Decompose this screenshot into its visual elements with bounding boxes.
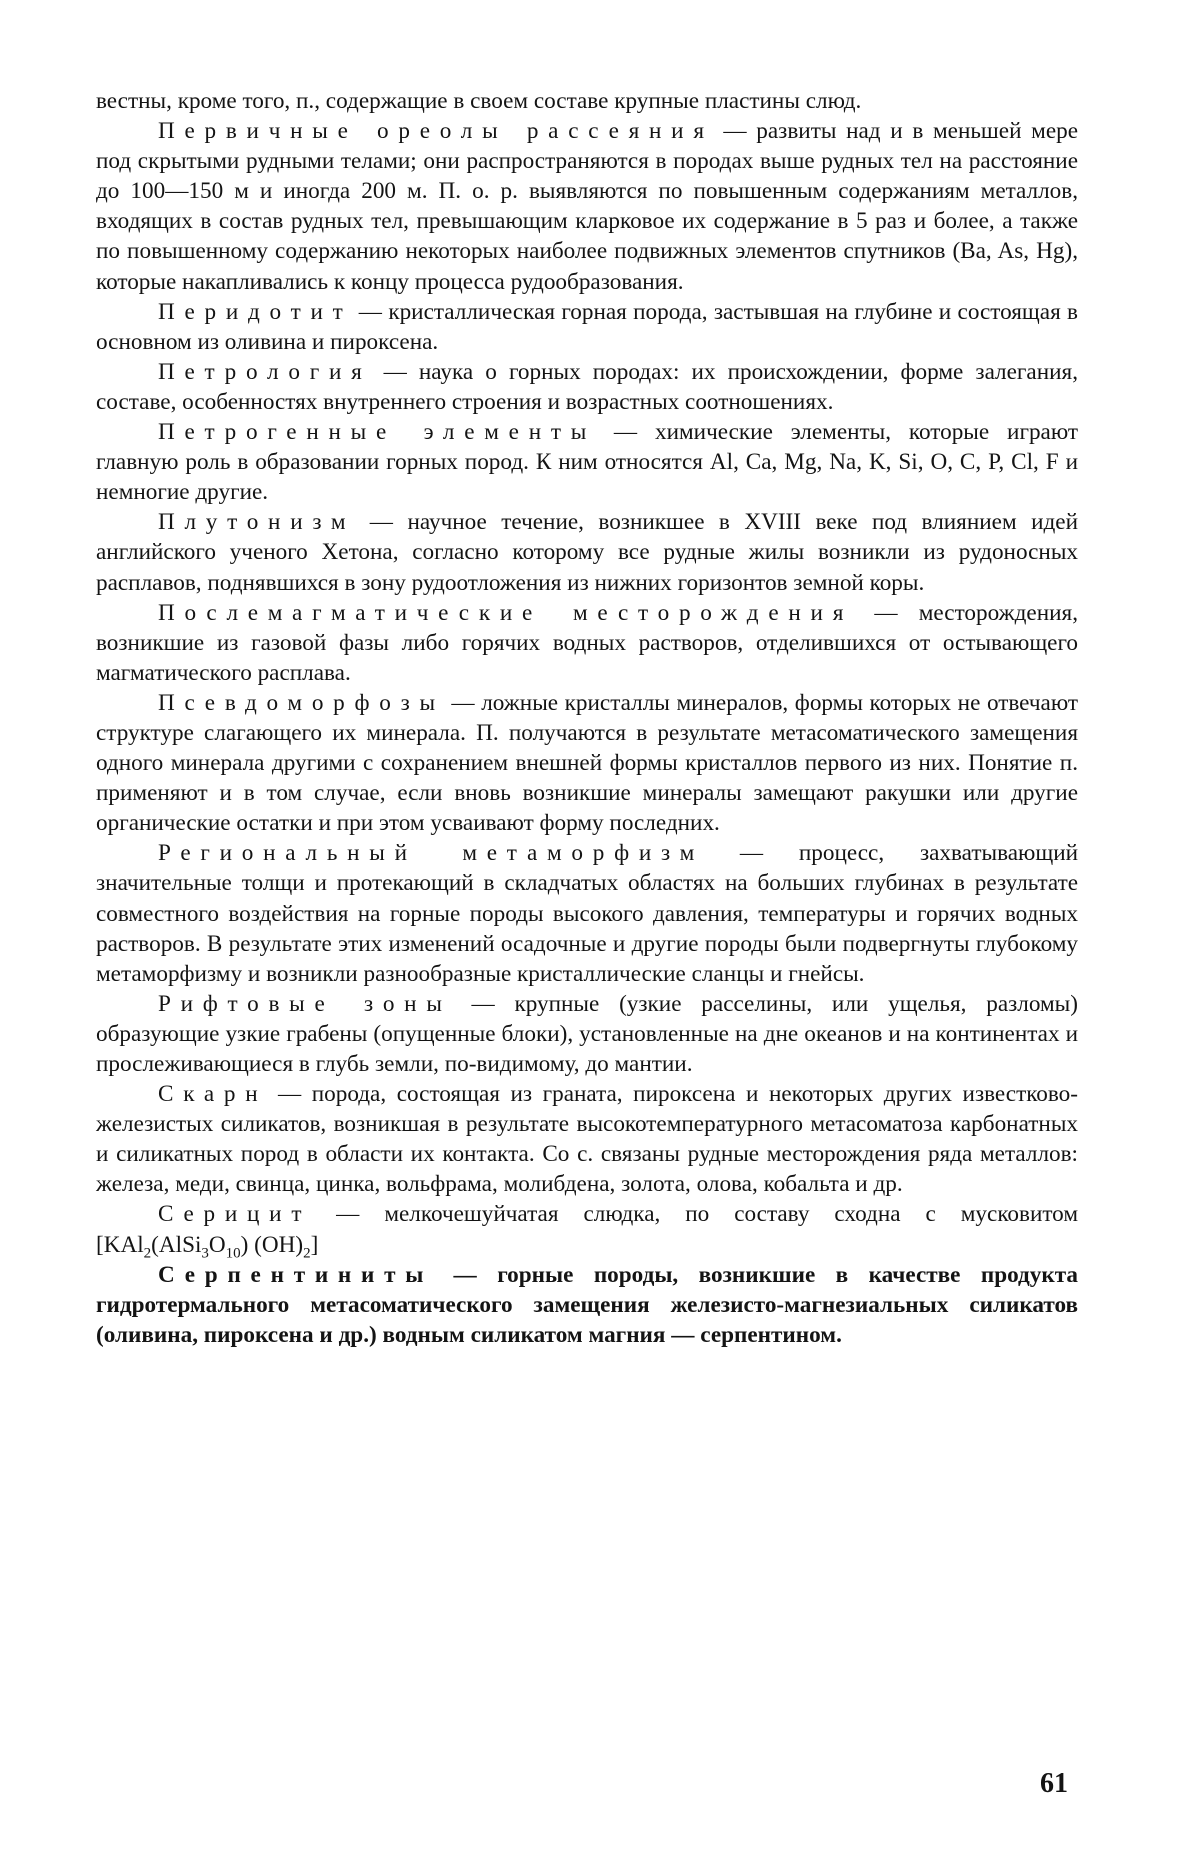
formula-part: (AlSi (151, 1231, 202, 1258)
entry-term: Рифтовые зоны (158, 990, 452, 1017)
entry-definition: крупные (узкие расселины, или ущелья, разломы) образующие узкие грабены (опущенные блоки), установленные на дне океанов и на континентах и прослеживающиеся в глубь земли, по-видимому, до мантии. (96, 990, 1078, 1077)
entry-term: Петрогенные элементы (158, 419, 597, 446)
entry-rift-zones (96, 989, 1078, 1079)
formula-part: O (208, 1231, 226, 1258)
entry-term: Скарн (158, 1081, 268, 1108)
entry-term: Региональный метаморфизм (158, 840, 705, 867)
entry-petrogenic-elements (96, 417, 1078, 507)
entry-term: Плутонизм (158, 509, 356, 536)
entry-dash: — (371, 358, 419, 385)
entry-dash: — (451, 990, 515, 1017)
entry-serpentinites (96, 1260, 1078, 1350)
entry-definition: горные породы, возникшие в качестве продукта гидротермального метасоматического замещения железисто-магнезиальных силикатов (оливина, пироксена и др.) водным силикатом магния — серпентином. (96, 1261, 1079, 1348)
entry-term: Серпентиниты (158, 1261, 434, 1288)
entry-definition: мелкочешуйчатая слюдка, по составу сходна с мусковитом (384, 1201, 1079, 1228)
entry-definition: порода, состоящая из граната, пироксена и некоторых других известково-железистых силикатов, возникшая в результате высокотемпературного метасоматоза карбонатных и силикатных пород в области их контакта. Со с. связаны рудные месторождения ряда металлов: железа, меди, свинца, цинка, вольфрама, молибдена, золота, олова, кобальта и др. (96, 1081, 1078, 1198)
entry-petrology (96, 357, 1078, 417)
entry-sericite (96, 1199, 1079, 1262)
entry-dash: — (853, 599, 919, 626)
entry-term: Перидотит (158, 298, 353, 325)
entry-term: Псевдоморфозы (158, 689, 445, 716)
entry-plutonism (96, 507, 1078, 597)
entry-dash: — (704, 840, 799, 867)
entry-pseudomorphs (96, 688, 1078, 838)
formula-subscript: 2 (303, 1245, 311, 1262)
entry-dash: — (352, 298, 389, 325)
entry-term: Послемагматические месторождения (158, 599, 854, 626)
entry-dash: — (433, 1261, 498, 1288)
page-number: 61 (1040, 1768, 1068, 1799)
entry-dash: — (355, 509, 408, 536)
formula-subscript: 10 (225, 1245, 241, 1262)
entry-definition: месторождения, возникшие из газовой фазы либо горячих водных растворов, отделившихся от остывающего магматического расплава. (96, 599, 1078, 686)
entry-regional-metamorphism (96, 838, 1078, 988)
entry-peridotite (96, 297, 1078, 357)
formula-part: [KAl (96, 1231, 144, 1258)
formula-subscript: 2 (143, 1245, 152, 1262)
entry-dash: — (267, 1081, 312, 1108)
entry-definition: кристаллическая горная порода, застывшая на глубине и состоящая в основном из оливина и пироксена. (96, 298, 1078, 355)
entry-term: Серицит (158, 1201, 312, 1228)
continuation-paragraph: вестны, кроме того, п., содержащие в своем составе крупные пластины слюд. (96, 88, 862, 114)
entry-definition: научное течение, возникшее в XVIII веке под влиянием идей английского ученого Хетона, согласно которому все рудные жилы возникли из рудоносных расплавов, поднявшихся в зону рудоотложения из нижних горизонтов земной коры. (96, 509, 1078, 596)
entry-term: Петрология (158, 358, 372, 385)
entry-definition: наука о горных породах: их происхождении, форме залегания, составе, особенностях внутреннего строения и возрастных соотношениях. (96, 358, 1079, 415)
entry-dash: — (713, 118, 757, 145)
formula-part: ] (310, 1231, 319, 1258)
entry-dash: — (444, 689, 482, 716)
document-page (96, 86, 1078, 1350)
entry-postmagmatic-deposits (96, 598, 1078, 688)
entry-definition: процесс, захватывающий значительные толщи и протекающий в складчатых областях на больших глубинах в результате совместного воздействия на горные породы высокого давления, температуры и горячих водных растворов. В результате этих изменений осадочные и другие породы были подвергнуты глубокому метаморфизму и возникли разнообразные кристаллические сланцы и гнейсы. (96, 840, 1079, 987)
formula-subscript: 3 (201, 1245, 209, 1262)
entry-primary-dispersion-halos (96, 116, 1078, 297)
entry-definition: химические элементы, которые играют главную роль в образовании горных пород. К ним относятся Al, Ca, Mg, Na, K, Si, O, C, P, Cl, F и немногие другие. (96, 419, 1078, 506)
entry-term: Первичные ореолы рассеяния (158, 118, 714, 145)
formula-part: ) (OH) (240, 1231, 304, 1258)
muscovite-formula (96, 1231, 319, 1262)
entry-dash: — (311, 1201, 385, 1228)
entry-dash: — (596, 419, 655, 446)
entry-definition: развиты над и в меньшей мере под скрытыми рудными телами; они распространяются в породах выше рудных тел на расстояние до 100—150 м и иногда 200 м. П. о. р. выявляются по повышенным содержаниям металлов, входящих в состав рудных тел, превышающим кларковое их содержание в 5 раз и более, а также по повышенному содержанию некоторых наиболее подвижных элементов спутников (Ba, As, Hg), которые накапливались к концу процесса рудообразования. (96, 118, 1079, 295)
entry-definition: ложные кристаллы минералов, формы которых не отвечают структуре слагающего их минерала. П. получаются в результате метасоматического замещения одного минерала другими с сохранением внешней формы кристаллов первого из них. Понятие п. применяют и в том случае, если вновь возникшие минералы замещают ракушки или другие органические остатки и при этом усваивают форму последних. (96, 689, 1078, 837)
entry-skarn (96, 1079, 1078, 1199)
